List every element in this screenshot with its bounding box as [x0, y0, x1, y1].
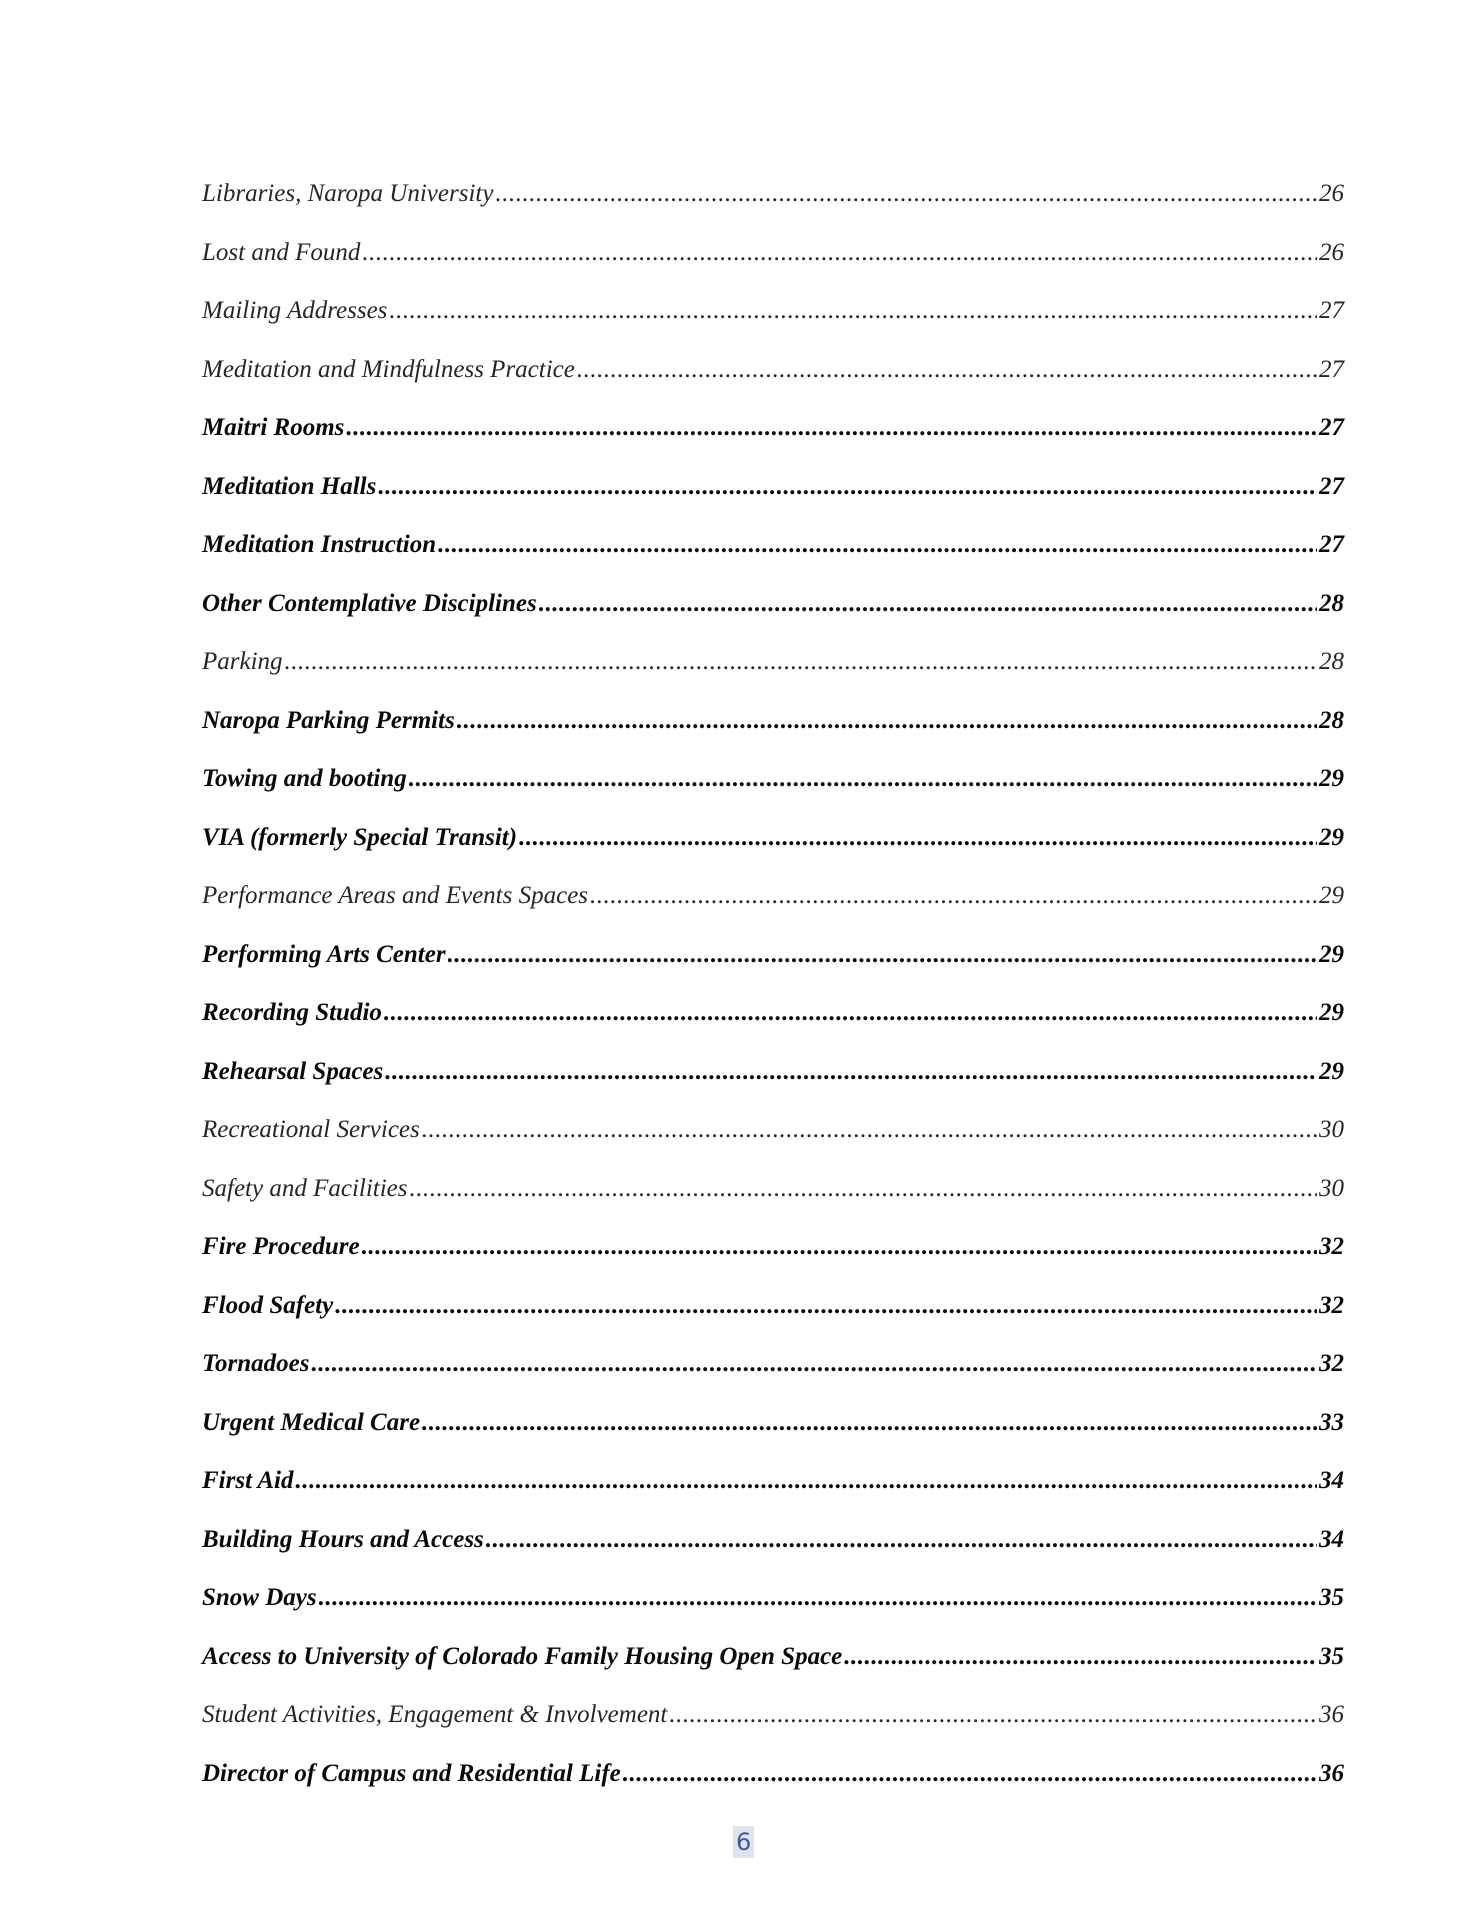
toc-entry[interactable]	[202, 878, 1344, 937]
toc-entry[interactable]	[202, 410, 1344, 469]
toc-dot-leader	[448, 937, 1317, 973]
toc-entry-title: Maitri Rooms	[202, 414, 345, 441]
toc-entry-page-number: 27	[1319, 531, 1344, 558]
toc-dot-leader	[362, 1229, 1317, 1265]
toc-dot-leader	[457, 703, 1317, 739]
toc-dot-leader	[844, 1639, 1317, 1675]
toc-entry-page-number: 35	[1319, 1584, 1344, 1611]
toc-entry-page-number: 27	[1319, 355, 1344, 383]
toc-entry-title: Fire Procedure	[202, 1233, 360, 1260]
toc-entry-title: First Aid	[202, 1467, 294, 1494]
toc-entry[interactable]	[202, 937, 1344, 996]
toc-entry-title: Building Hours and Access	[202, 1525, 484, 1553]
toc-entry[interactable]	[202, 1580, 1344, 1639]
toc-entry[interactable]	[202, 1405, 1344, 1464]
toc-entry[interactable]	[202, 703, 1344, 762]
toc-entry-page-number: 32	[1319, 1291, 1344, 1319]
toc-dot-leader	[389, 293, 1317, 329]
toc-entry-page-number: 33	[1319, 1408, 1344, 1436]
toc-entry[interactable]	[202, 293, 1344, 352]
toc-entry-page-number: 28	[1319, 589, 1344, 617]
toc-dot-leader	[438, 527, 1317, 563]
toc-entry[interactable]	[202, 1756, 1344, 1815]
toc-entry-title: Meditation Halls	[202, 472, 377, 500]
toc-entry[interactable]	[202, 995, 1344, 1054]
toc-dot-leader	[669, 1697, 1317, 1733]
toc-entry-page-number: 26	[1319, 180, 1344, 207]
toc-entry-title: Meditation and Mindfulness Practice	[202, 355, 575, 383]
toc-entry-title: Towing and booting	[202, 765, 407, 792]
toc-entry-title: Rehearsal Spaces	[202, 1057, 384, 1085]
toc-entry[interactable]	[202, 1639, 1344, 1698]
toc-entry-page-number: 28	[1319, 706, 1344, 734]
toc-dot-leader	[623, 1756, 1317, 1792]
toc-entry[interactable]	[202, 469, 1344, 528]
toc-entry-title: Flood Safety	[202, 1291, 334, 1319]
toc-entry[interactable]	[202, 761, 1344, 820]
toc-entry-page-number: 34	[1319, 1467, 1344, 1494]
toc-entry[interactable]	[202, 1463, 1344, 1522]
toc-dot-leader	[577, 352, 1317, 388]
toc-entry[interactable]	[202, 176, 1344, 235]
toc-entry[interactable]	[202, 820, 1344, 879]
toc-entry[interactable]	[202, 1229, 1344, 1288]
toc-entry-page-number: 29	[1319, 823, 1344, 851]
toc-entry-title: Access to University of Colorado Family Housing Open Space	[202, 1642, 843, 1670]
toc-entry-page-number: 29	[1319, 1057, 1344, 1085]
toc-entry-page-number: 32	[1319, 1233, 1344, 1260]
toc-entry[interactable]	[202, 586, 1344, 645]
toc-dot-leader	[335, 1288, 1317, 1324]
toc-dot-leader	[346, 410, 1317, 446]
toc-entry-title: Naropa Parking Permits	[202, 706, 455, 734]
toc-entry-page-number: 30	[1319, 1116, 1344, 1143]
toc-entry-page-number: 29	[1319, 999, 1344, 1026]
toc-dot-leader	[319, 1580, 1317, 1616]
toc-dot-leader	[285, 644, 1317, 680]
toc-entry-title: Other Contemplative Disciplines	[202, 589, 537, 617]
toc-entry-title: Tornadoes	[202, 1350, 310, 1377]
toc-entry-title: Meditation Instruction	[202, 531, 437, 558]
toc-entry[interactable]	[202, 1522, 1344, 1581]
toc-entry-page-number: 27	[1319, 472, 1344, 500]
toc-dot-leader	[295, 1463, 1317, 1499]
toc-dot-leader	[409, 761, 1317, 797]
toc-entry-page-number: 36	[1319, 1701, 1344, 1728]
toc-entry-title: Student Activities, Engagement & Involvement	[202, 1701, 668, 1728]
toc-entry-title: Safety and Facilities	[202, 1174, 408, 1202]
toc-entry-title: VIA (formerly Special Transit)	[202, 823, 518, 851]
toc-dot-leader	[519, 820, 1317, 856]
toc-entry-page-number: 27	[1319, 414, 1344, 441]
toc-entry-title: Mailing Addresses	[202, 297, 388, 324]
toc-dot-leader	[378, 469, 1317, 505]
toc-dot-leader	[539, 586, 1317, 622]
toc-entry-page-number: 26	[1319, 238, 1344, 266]
toc-entry[interactable]	[202, 235, 1344, 294]
toc-dot-leader	[422, 1405, 1317, 1441]
toc-entry-title: Snow Days	[202, 1584, 317, 1611]
toc-dot-leader	[385, 1054, 1317, 1090]
toc-dot-leader	[422, 1112, 1317, 1148]
toc-dot-leader	[495, 176, 1317, 212]
toc-dot-leader	[486, 1522, 1317, 1558]
toc-entry-page-number: 27	[1319, 297, 1344, 324]
toc-entry[interactable]	[202, 1054, 1344, 1113]
toc-entry[interactable]	[202, 644, 1344, 703]
toc-entry-title: Recording Studio	[202, 999, 382, 1026]
toc-dot-leader	[410, 1171, 1317, 1207]
toc-entry-page-number: 29	[1319, 882, 1344, 909]
toc-entry-title: Parking	[202, 648, 283, 675]
toc-dot-leader	[590, 878, 1317, 914]
toc-entry[interactable]	[202, 1112, 1344, 1171]
toc-entry[interactable]	[202, 1171, 1344, 1230]
toc-dot-leader	[384, 995, 1317, 1031]
toc-entry-title: Recreational Services	[202, 1116, 420, 1143]
toc-entry-page-number: 34	[1319, 1525, 1344, 1553]
page-number: 6	[733, 1826, 754, 1858]
toc-entry[interactable]	[202, 527, 1344, 586]
toc-entry-page-number: 36	[1319, 1759, 1344, 1787]
toc-entry-page-number: 29	[1319, 940, 1344, 968]
toc-entry[interactable]	[202, 1346, 1344, 1405]
toc-entry-page-number: 29	[1319, 765, 1344, 792]
toc-entry-title: Performing Arts Center	[202, 940, 446, 968]
toc-entry-page-number: 30	[1319, 1174, 1344, 1202]
toc-entry-page-number: 32	[1319, 1350, 1344, 1377]
toc-entry[interactable]	[202, 1697, 1344, 1756]
toc-entry-page-number: 35	[1319, 1642, 1344, 1670]
toc-dot-leader	[311, 1346, 1317, 1382]
toc-entry-title: Director of Campus and Residential Life	[202, 1759, 621, 1787]
toc-entry[interactable]	[202, 352, 1344, 411]
toc-entry-title: Libraries, Naropa University	[202, 180, 494, 207]
toc-entry-title: Performance Areas and Events Spaces	[202, 882, 589, 909]
toc-entry-title: Lost and Found	[202, 238, 361, 266]
table-of-contents	[202, 176, 1344, 1814]
toc-dot-leader	[362, 235, 1317, 271]
toc-entry-title: Urgent Medical Care	[202, 1408, 421, 1436]
toc-entry-page-number: 28	[1319, 648, 1344, 675]
toc-entry[interactable]	[202, 1288, 1344, 1347]
